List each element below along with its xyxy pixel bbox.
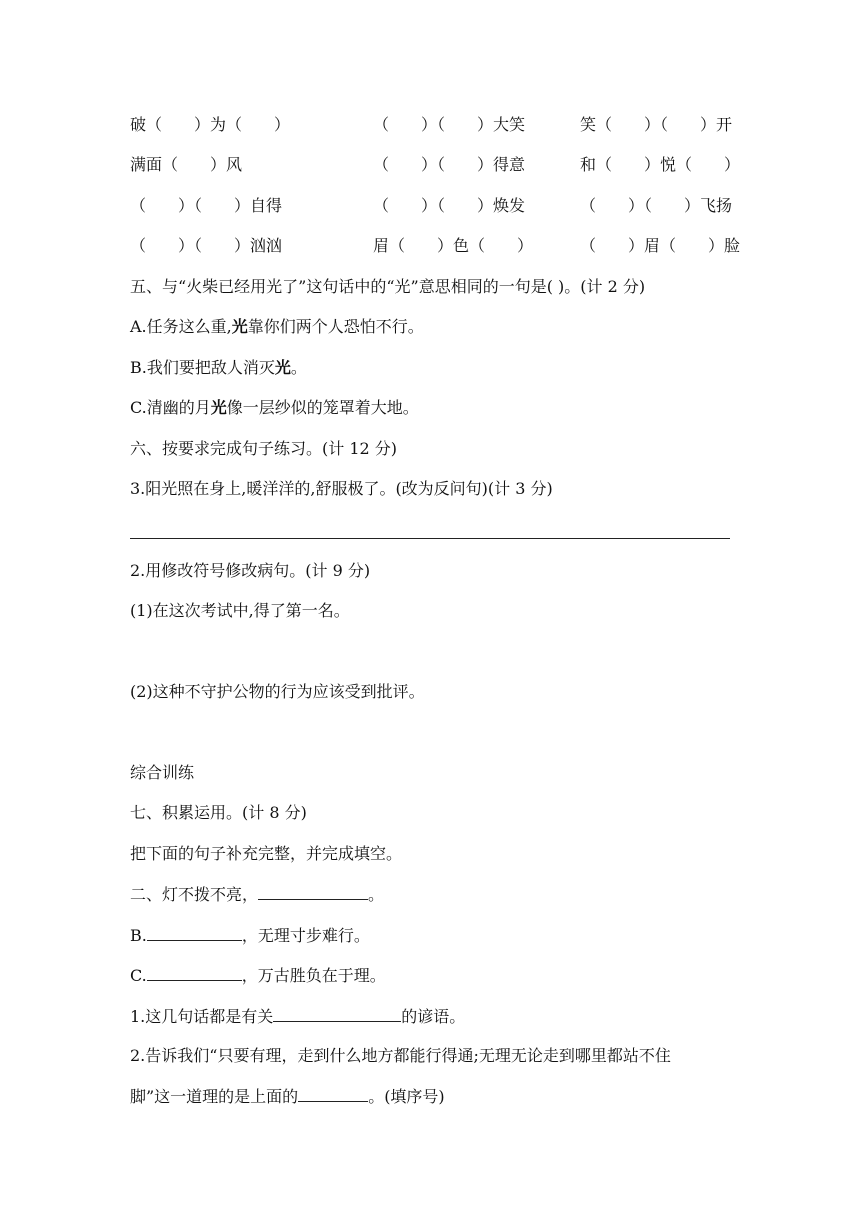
option-b-text: B.我们要把敌人消灭 <box>130 358 275 377</box>
option-a-text: A.任务这么重, <box>130 317 232 336</box>
idiom-cell: 满面（ ）风 <box>130 155 243 174</box>
proverb-line-c <box>130 964 386 987</box>
question-6-item-3: 3.阳光照在身上,暖洋洋的,舒服极了。(改为反问句)(计 3 分) <box>130 479 553 498</box>
option-c <box>130 397 419 419</box>
idiom-cell: （ ）（ ）焕发 <box>373 196 526 215</box>
option-b-text-rest: 。 <box>290 358 307 377</box>
idiom-cell: 眉（ ）色（ ） <box>373 236 534 255</box>
option-b-keyword: 光 <box>274 358 291 377</box>
blank-field[interactable] <box>147 964 242 981</box>
question-6-title: 六、按要求完成句子练习。(计 12 分) <box>130 439 398 458</box>
option-a-text-rest: 靠你们两个人恐怕不行。 <box>247 317 424 336</box>
option-a-keyword: 光 <box>231 317 248 336</box>
section-title: 综合训练 <box>130 763 195 782</box>
proverb-line-a <box>130 883 384 906</box>
question-6-item-2-1: (1)在这次考试中,得了第一名。 <box>130 601 350 620</box>
proverb-line-b <box>130 924 370 947</box>
question-7-item-1 <box>130 1005 465 1028</box>
question-5-title: 五、与“火柴已经用光了”这句话中的“光”意思相同的一句是( )。(计 2 分) <box>130 277 646 296</box>
option-c-text: C.清幽的月 <box>130 398 211 417</box>
idiom-cell: 笑（ ）（ ）开 <box>580 115 733 134</box>
blank-field[interactable] <box>258 883 368 900</box>
idiom-cell: （ ）（ ）得意 <box>373 155 526 174</box>
question-6-item-2: 2.用修改符号修改病句。(计 9 分) <box>130 561 371 580</box>
option-a <box>130 316 424 338</box>
idiom-cell: （ ）（ ）大笑 <box>373 115 526 134</box>
idiom-cell: （ ）（ ）汹汹 <box>130 236 283 255</box>
idiom-cell: 和（ ）悦（ ） <box>580 155 741 174</box>
proverb-b-text: ，无理寸步难行。 <box>241 926 370 945</box>
question-6-item-2-2: (2)这种不守护公物的行为应该受到批评。 <box>130 682 425 701</box>
q2-text: 脚”这一道理的是上面的 <box>130 1087 299 1106</box>
option-c-keyword: 光 <box>210 398 227 417</box>
idiom-cell: （ ）（ ）自得 <box>130 196 283 215</box>
proverb-b-label: B. <box>130 926 147 945</box>
q1-text: 1.这几句话都是有关 <box>130 1007 274 1026</box>
q2-text-end: 。(填序号) <box>368 1087 445 1106</box>
question-7-title: 七、积累运用。(计 8 分) <box>130 803 307 822</box>
question-7-item-2-line1: 2.告诉我们“只要有理，走到什么地方都能行得通;无理无论走到哪里都站不住 <box>130 1046 671 1065</box>
blank-field[interactable] <box>273 1005 401 1022</box>
blank-field[interactable] <box>147 924 242 941</box>
question-7-item-2-line2 <box>130 1085 445 1108</box>
answer-line[interactable] <box>130 538 730 539</box>
idiom-cell: （ ）（ ）飞扬 <box>580 196 733 215</box>
option-b <box>130 357 307 379</box>
proverb-a-text: 二、灯不拨不亮， <box>130 885 259 904</box>
proverb-c-text: ，万古胜负在于理。 <box>241 966 386 985</box>
q1-text-end: 的谚语。 <box>401 1007 466 1026</box>
idiom-cell: 破（ ）为（ ） <box>130 115 291 134</box>
blank-field[interactable] <box>298 1085 368 1102</box>
idiom-cell: （ ）眉（ ）脸 <box>580 236 741 255</box>
option-c-text-rest: 像一层纱似的笼罩着大地。 <box>226 398 419 417</box>
proverb-c-label: C. <box>130 966 147 985</box>
proverb-a-end: 。 <box>368 885 385 904</box>
question-7-instruction: 把下面的句子补充完整，并完成填空。 <box>130 844 403 863</box>
